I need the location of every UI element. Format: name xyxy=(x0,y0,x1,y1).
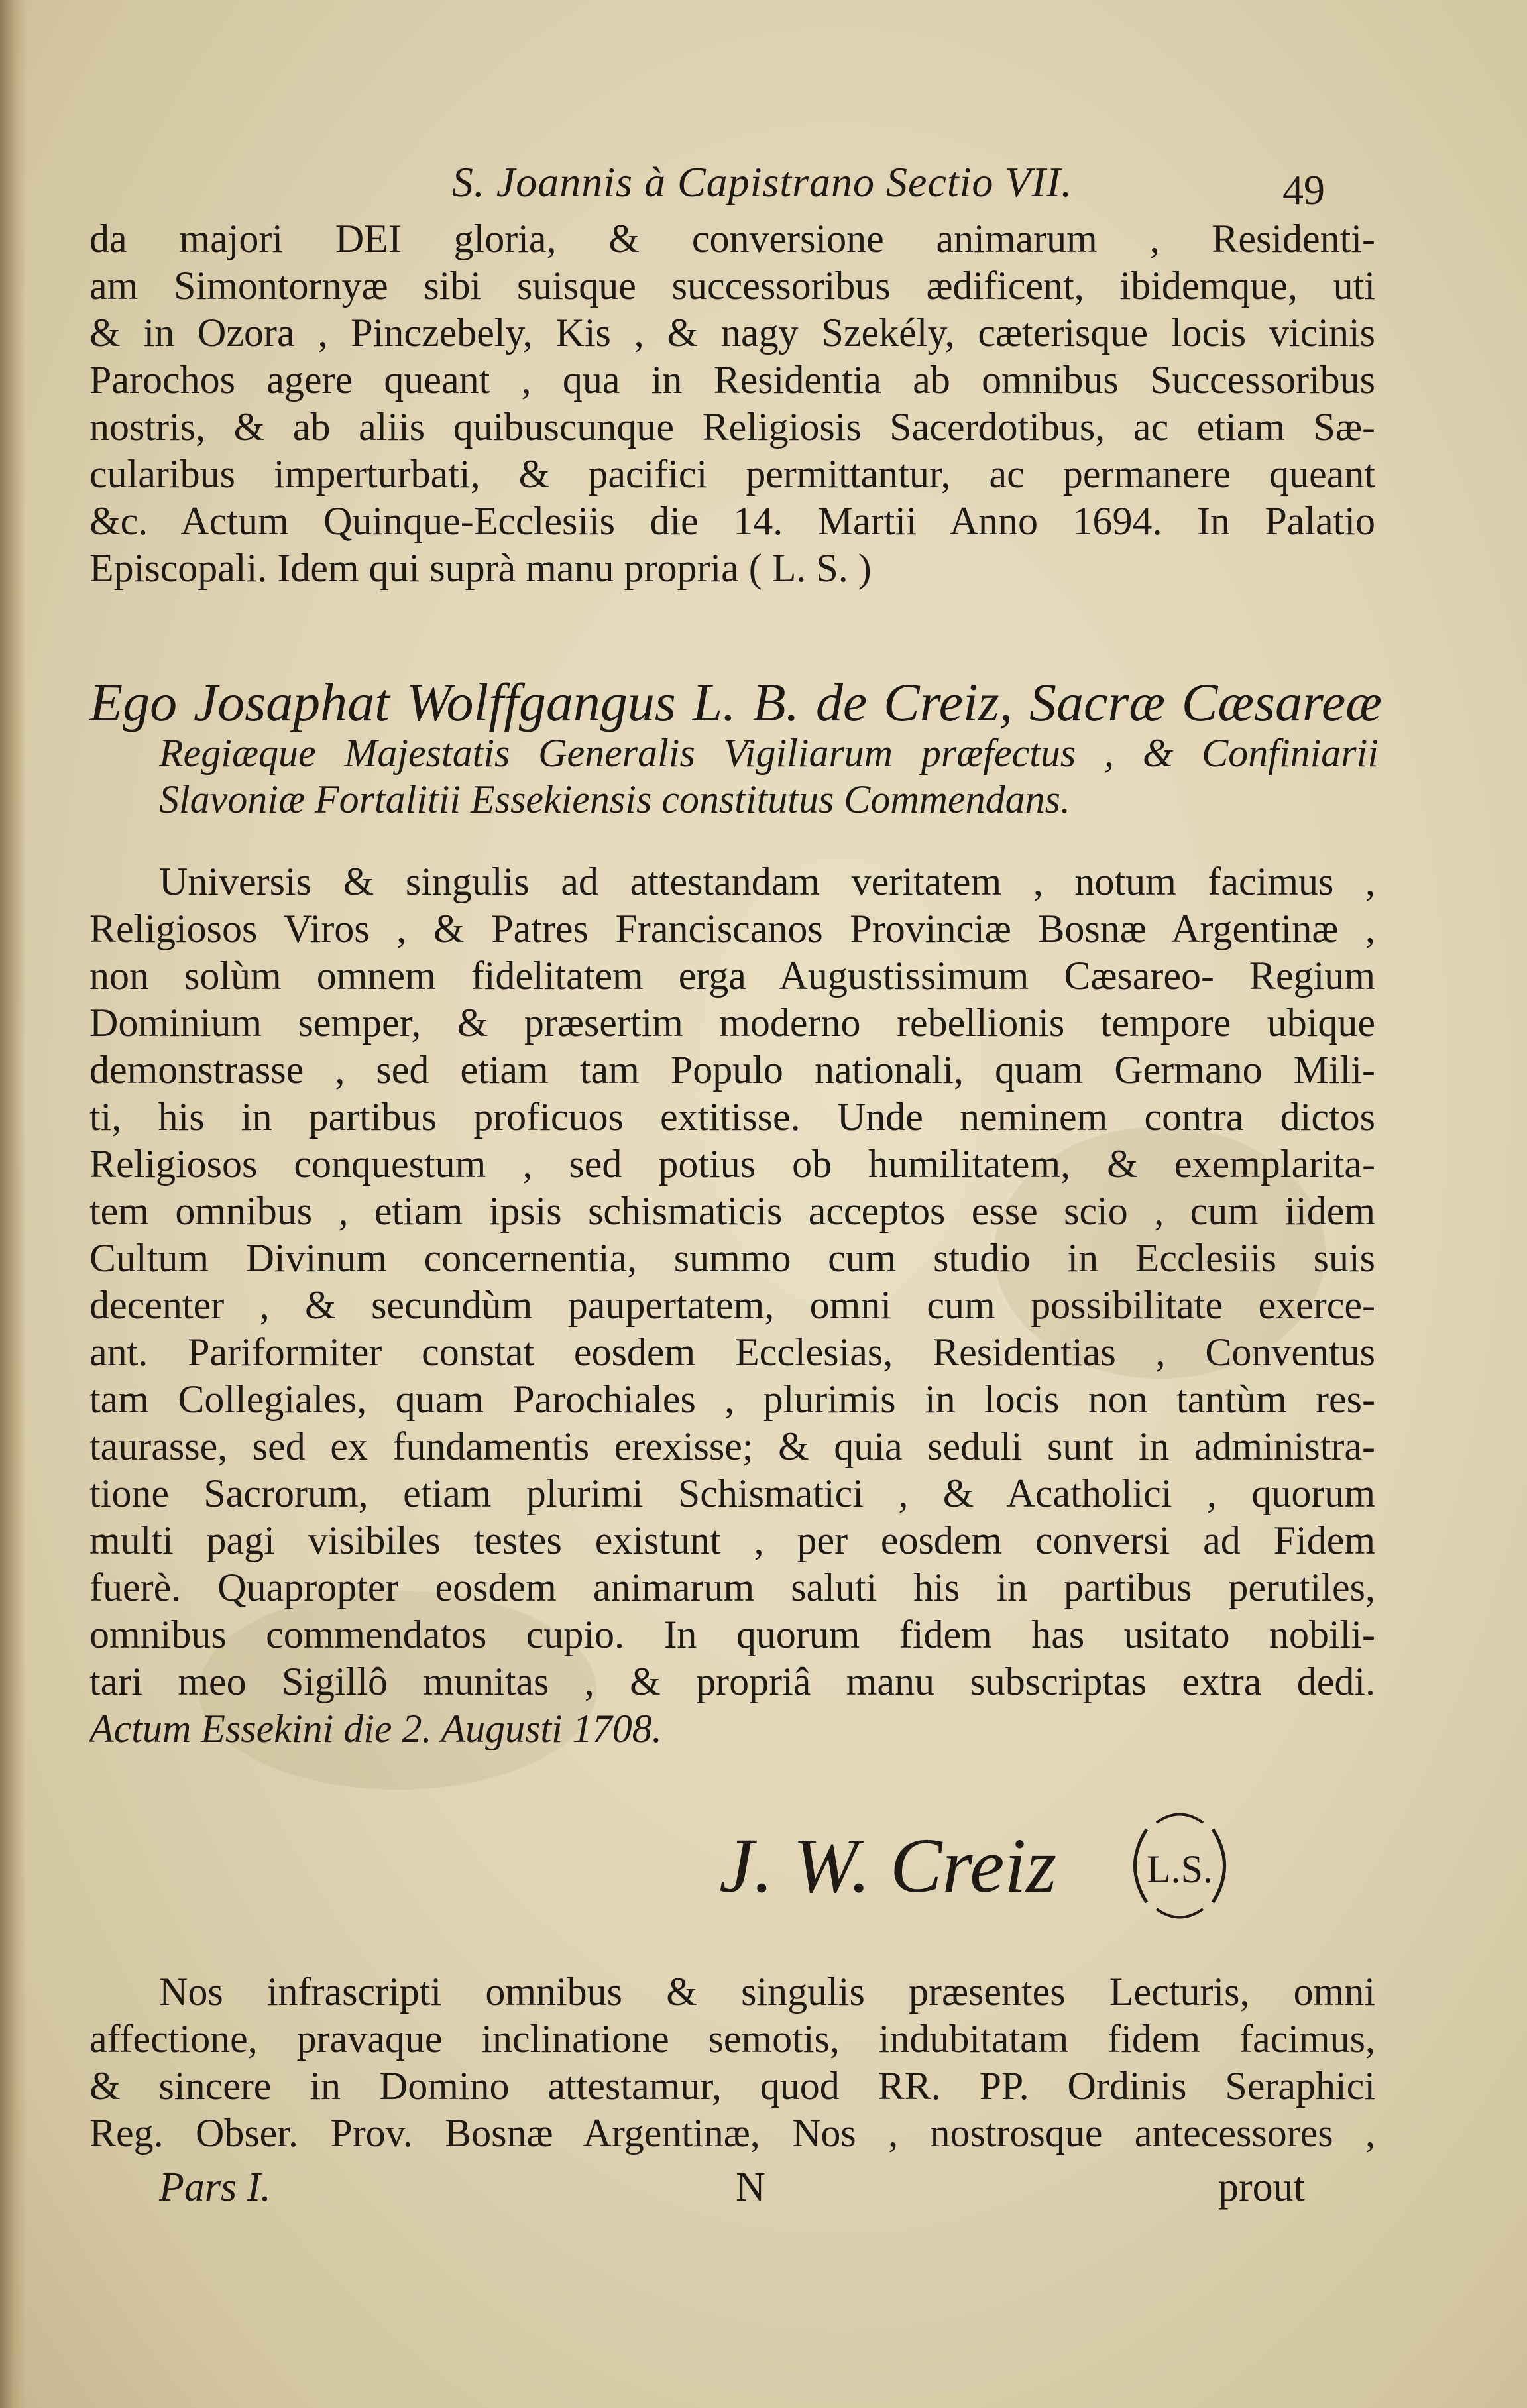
signature: J. W. Creiz xyxy=(719,1822,1057,1909)
text-line: ti, his in partibus proficuos extitisse. Unde neminem contra dictos xyxy=(89,1095,1375,1139)
text-line: Parochos agere queant , qua in Residentia ab omnibus Successoribus xyxy=(89,358,1375,402)
footer-part-label: Pars I. xyxy=(159,2165,271,2210)
text-line: Universis & singulis ad attestandam veritatem , notum facimus , xyxy=(159,860,1375,903)
text-line: fuerè. Quapropter eosdem animarum saluti his in partibus perutiles, xyxy=(89,1566,1375,1609)
text-line: Religiosos conquestum , sed potius ob humilitatem, & exemplarita- xyxy=(89,1142,1375,1186)
text-block-3 xyxy=(89,1969,1375,2157)
text-line: tam Collegiales, quam Parochiales , plurimis in locis non tantùm res- xyxy=(89,1377,1375,1421)
page-gutter-shadow xyxy=(0,0,27,2408)
text-line: non solùm omnem fidelitatem erga Augustissimum Cæsareo- Regium xyxy=(89,954,1375,998)
text-line: Cultum Divinum concernentia, summo cum studio in Ecclesiis suis xyxy=(89,1236,1375,1280)
decree-heading: Ego Josaphat Wolffgangus L. B. de Creiz, Sacræ Cæsareæ xyxy=(89,672,1382,732)
text-line: multi pagi visibiles testes existunt , per eosdem conversi ad Fidem xyxy=(89,1519,1375,1562)
text-line: omnibus commendatos cupio. In quorum fidem has usitato nobili- xyxy=(89,1613,1375,1656)
text-line: ant. Pariformiter constat eosdem Ecclesias, Residentias , Conventus xyxy=(89,1330,1375,1374)
catchword: prout xyxy=(1218,2165,1305,2210)
text-line: tione Sacrorum, etiam plurimi Schismatici , & Acatholici , quorum xyxy=(89,1471,1375,1515)
text-line: decenter , & secundùm paupertatem, omni cum possibilitate exerce- xyxy=(89,1283,1375,1327)
page-number: 49 xyxy=(1282,166,1325,213)
decree-subheading: Regiæque Majestatis Generalis Vigiliarum præfectus , & Confiniarii xyxy=(159,731,1379,775)
text-line: & in Ozora , Pinczebely, Kis , & nagy Szekély, cæterisque locis vicinis xyxy=(89,311,1375,355)
text-line: affectione, pravaque inclinatione semotis, indubitatam fidem facimus, xyxy=(89,2017,1375,2061)
text-line: demonstrasse , sed etiam tam Populo nationali, quam Germano Mili- xyxy=(89,1048,1375,1092)
text-line: da majori DEI gloria, & conversione animarum , Residenti- xyxy=(89,217,1375,260)
decree-subheading: Slavoniæ Fortalitii Essekiensis constitutus Commendans. xyxy=(159,777,1070,821)
text-line: Reg. Obser. Prov. Bosnæ Argentinæ, Nos , nostrosque antecessores , xyxy=(89,2111,1375,2155)
text-line: tem omnibus , etiam ipsis schismaticis acceptos esse scio , cum iidem xyxy=(89,1189,1375,1233)
text-line: nostris, & ab aliis quibuscunque Religiosis Sacerdotibus, ac etiam Sæ- xyxy=(89,405,1375,449)
text-line: &c. Actum Quinque-Ecclesiis die 14. Martii Anno 1694. In Palatio xyxy=(89,499,1375,543)
text-line: taurasse, sed ex fundamentis erexisse; & quia seduli sunt in administra- xyxy=(89,1424,1375,1468)
text-line: Nos infrascripti omnibus & singulis præsentes Lecturis, omni xyxy=(159,1970,1375,2014)
text-line: tari meo Sigillô munitas , & propriâ manu subscriptas extra dedi. xyxy=(89,1660,1375,1703)
signature-mark: N xyxy=(736,2165,765,2210)
text-line: Actum Essekini die 2. Augusti 1708. xyxy=(89,1707,662,1750)
running-head: S. Joannis à Capistrano Sectio VII. xyxy=(451,158,1073,205)
text-line: cularibus imperturbati, & pacifici permittantur, ac permanere queant xyxy=(89,452,1375,496)
text-block-2 xyxy=(89,858,1375,1752)
text-line: Dominium semper, & præsertim moderno rebellionis tempore ubique xyxy=(89,1001,1375,1045)
text-line: & sincere in Domino attestamur, quod RR. PP. Ordinis Seraphici xyxy=(89,2064,1375,2108)
text-line: Religiosos Viros , & Patres Franciscanos Provinciæ Bosnæ Argentinæ , xyxy=(89,907,1375,950)
text-block-1 xyxy=(89,215,1375,592)
text-line: am Simontornyæ sibi suisque successoribus ædificent, ibidemque, uti xyxy=(89,264,1375,308)
text-line: Episcopali. Idem qui suprà manu propria ( L. S. ) xyxy=(89,546,872,590)
seal-label: L.S. xyxy=(1146,1847,1214,1891)
